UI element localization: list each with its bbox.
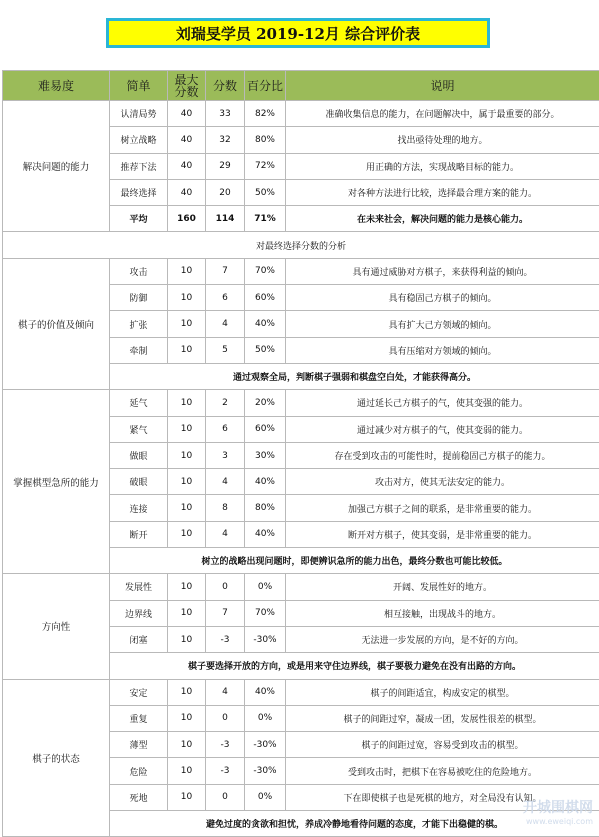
item-name: 紧气	[110, 416, 168, 442]
table-row	[3, 101, 599, 127]
item-name: 扩张	[110, 311, 168, 337]
item-name: 防御	[110, 285, 168, 311]
item-name: 牵制	[110, 337, 168, 363]
score: 4	[206, 521, 245, 547]
score: 20	[206, 179, 245, 205]
description: 棋子的间距过窄，凝成一团，发展性很差的棋型。	[286, 705, 599, 731]
item-name: 延气	[110, 390, 168, 416]
score: 6	[206, 285, 245, 311]
description: 棋子的间距适宜，构成安定的棋型。	[286, 679, 599, 705]
score: 7	[206, 600, 245, 626]
description: 通过延长己方棋子的气，使其变强的能力。	[286, 390, 599, 416]
max-score: 10	[168, 732, 206, 758]
percent: -30%	[245, 626, 286, 652]
percent: 60%	[245, 285, 286, 311]
score: 2	[206, 390, 245, 416]
item-name: 认清局势	[110, 101, 168, 127]
max-score: 10	[168, 574, 206, 600]
item-name: 最终选择	[110, 179, 168, 205]
description: 开阔、发展性好的地方。	[286, 574, 599, 600]
percent: 40%	[245, 469, 286, 495]
item-name: 做眼	[110, 442, 168, 468]
score: 0	[206, 784, 245, 810]
percent: 0%	[245, 705, 286, 731]
table-row	[3, 574, 599, 600]
category-cell: 解决问题的能力	[3, 101, 110, 232]
page-title: 刘瑞旻学员 2019-12月 综合评价表	[106, 18, 490, 48]
description: 相互接触，出现战斗的地方。	[286, 600, 599, 626]
max-score: 40	[168, 179, 206, 205]
header-simple: 简单	[110, 71, 168, 101]
analysis-note: 对最终选择分数的分析	[3, 232, 599, 258]
evaluation-table	[2, 70, 599, 837]
score: -3	[206, 758, 245, 784]
item-name: 破眼	[110, 469, 168, 495]
table-row	[3, 679, 599, 705]
score: 5	[206, 337, 245, 363]
score: 4	[206, 679, 245, 705]
average-label: 平均	[110, 206, 168, 232]
percent: 30%	[245, 442, 286, 468]
analysis-note-row	[3, 232, 599, 258]
max-score: 40	[168, 153, 206, 179]
percent: 72%	[245, 153, 286, 179]
category-cell: 掌握棋型急所的能力	[3, 390, 110, 574]
table-row	[3, 390, 599, 416]
section-summary: 通过观察全局，判断棋子强弱和棋盘空白处，才能获得高分。	[110, 363, 599, 389]
max-score: 10	[168, 495, 206, 521]
header-percent: 百分比	[245, 71, 286, 101]
percent: 0%	[245, 574, 286, 600]
percent: 20%	[245, 390, 286, 416]
max-score: 10	[168, 469, 206, 495]
table-row	[3, 258, 599, 284]
description: 攻击对方，使其无法安定的能力。	[286, 469, 599, 495]
max-score: 10	[168, 311, 206, 337]
max-score: 10	[168, 337, 206, 363]
item-name: 重复	[110, 705, 168, 731]
score: 33	[206, 101, 245, 127]
percent: 0%	[245, 784, 286, 810]
average-max: 160	[168, 206, 206, 232]
score: -3	[206, 732, 245, 758]
header-explanation: 说明	[286, 71, 599, 101]
percent: 50%	[245, 337, 286, 363]
item-name: 边界线	[110, 600, 168, 626]
max-score: 10	[168, 416, 206, 442]
item-name: 攻击	[110, 258, 168, 284]
max-score: 10	[168, 390, 206, 416]
max-score: 40	[168, 101, 206, 127]
score: 4	[206, 311, 245, 337]
description: 无法进一步发展的方向，是不好的方向。	[286, 626, 599, 652]
description: 受到攻击时，把棋下在容易被吃住的危险地方。	[286, 758, 599, 784]
description: 对各种方法进行比较，选择最合理方案的能力。	[286, 179, 599, 205]
section-summary: 树立的战略出现问题时，即便辨识急所的能力出色，最终分数也可能比较低。	[110, 548, 599, 574]
item-name: 薄型	[110, 732, 168, 758]
description: 具有扩大己方领域的倾向。	[286, 311, 599, 337]
description: 通过减少对方棋子的气，使其变弱的能力。	[286, 416, 599, 442]
max-score: 10	[168, 600, 206, 626]
item-name: 发展性	[110, 574, 168, 600]
item-name: 闭塞	[110, 626, 168, 652]
percent: 70%	[245, 600, 286, 626]
percent: 40%	[245, 521, 286, 547]
max-score: 10	[168, 521, 206, 547]
average-percent: 71%	[245, 206, 286, 232]
percent: 70%	[245, 258, 286, 284]
score: 29	[206, 153, 245, 179]
max-score: 10	[168, 442, 206, 468]
item-name: 安定	[110, 679, 168, 705]
item-name: 死地	[110, 784, 168, 810]
description: 下在即使棋子也是死棋的地方，对全局没有认知。	[286, 784, 599, 810]
watermark-text: 开城围棋网	[523, 801, 593, 815]
description: 具有压缩对方领域的倾向。	[286, 337, 599, 363]
category-cell: 棋子的价值及倾向	[3, 258, 110, 389]
item-name: 断开	[110, 521, 168, 547]
average-description: 在未来社会，解决问题的能力是核心能力。	[286, 206, 599, 232]
percent: 80%	[245, 495, 286, 521]
max-score: 10	[168, 679, 206, 705]
watermark-url: www.eweiqi.com	[523, 815, 593, 829]
percent: 82%	[245, 101, 286, 127]
description: 棋子的间距过宽，容易受到攻击的棋型。	[286, 732, 599, 758]
max-score: 10	[168, 705, 206, 731]
max-score: 10	[168, 285, 206, 311]
header-max-score: 最大 分数	[168, 71, 206, 101]
watermark-logo	[523, 801, 593, 829]
score: -3	[206, 626, 245, 652]
percent: 60%	[245, 416, 286, 442]
score: 0	[206, 705, 245, 731]
description: 存在受到攻击的可能性时，提前稳固己方棋子的能力。	[286, 442, 599, 468]
header-difficulty: 难易度	[3, 71, 110, 101]
score: 6	[206, 416, 245, 442]
score: 3	[206, 442, 245, 468]
score: 4	[206, 469, 245, 495]
section-summary: 棋子要选择开放的方向，或是用来守住边界线，棋子要极力避免在没有出路的方向。	[110, 653, 599, 679]
description: 用正确的方法，实现战略目标的能力。	[286, 153, 599, 179]
item-name: 树立战略	[110, 127, 168, 153]
max-score: 10	[168, 258, 206, 284]
percent: -30%	[245, 732, 286, 758]
max-score: 40	[168, 127, 206, 153]
item-name: 推荐下法	[110, 153, 168, 179]
score: 0	[206, 574, 245, 600]
header-row	[3, 71, 599, 101]
description: 加强己方棋子之间的联系，是非常重要的能力。	[286, 495, 599, 521]
score: 7	[206, 258, 245, 284]
percent: -30%	[245, 758, 286, 784]
percent: 40%	[245, 311, 286, 337]
score: 8	[206, 495, 245, 521]
item-name: 危险	[110, 758, 168, 784]
header-score: 分数	[206, 71, 245, 101]
percent: 80%	[245, 127, 286, 153]
max-score: 10	[168, 626, 206, 652]
description: 找出亟待处理的地方。	[286, 127, 599, 153]
section-summary: 避免过度的贪欲和担忧，养成冷静地看待问题的态度，才能下出稳健的棋。	[110, 811, 599, 837]
category-cell: 棋子的状态	[3, 679, 110, 837]
max-score: 10	[168, 784, 206, 810]
score: 32	[206, 127, 245, 153]
average-score: 114	[206, 206, 245, 232]
description: 断开对方棋子，使其变弱，是非常重要的能力。	[286, 521, 599, 547]
max-score: 10	[168, 758, 206, 784]
description: 具有通过威胁对方棋子，来获得利益的倾向。	[286, 258, 599, 284]
item-name: 连接	[110, 495, 168, 521]
percent: 50%	[245, 179, 286, 205]
description: 准确收集信息的能力，在问题解决中，属于最重要的部分。	[286, 101, 599, 127]
percent: 40%	[245, 679, 286, 705]
description: 具有稳固己方棋子的倾向。	[286, 285, 599, 311]
category-cell: 方向性	[3, 574, 110, 679]
